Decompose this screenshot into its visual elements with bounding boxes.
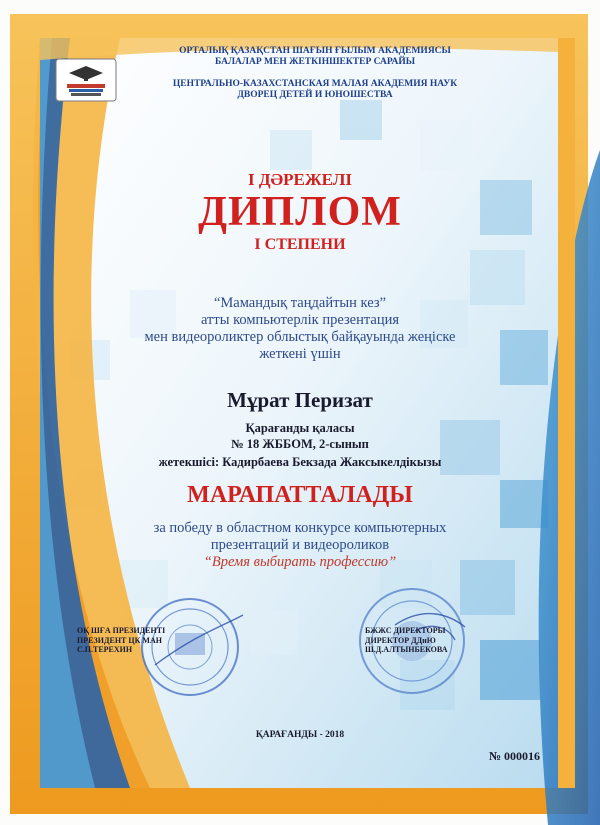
right-signature-block (365, 626, 448, 655)
left-signature-block (77, 626, 165, 655)
right-signature-name: Ш.Д.АЛТЫНБЕКОВА (365, 645, 448, 654)
degree-kazakh: І ДӘРЕЖЕЛІ (247, 170, 353, 189)
recipient-name: Мұрат Перизат (227, 388, 373, 412)
ru-text-line-1: за победу в областном конкурсе компьютерных (153, 520, 447, 536)
right-signature-title-ru: ДИРЕКТОР ДДиЮ (365, 635, 436, 645)
left-signature-name: С.П.ТЕРЕХИН (77, 645, 133, 654)
kz-text-line-2: атты компьютерлік презентация (200, 312, 400, 328)
awarded-heading: МАРАПАТТАЛАДЫ (187, 482, 413, 508)
ru-text-line-2: презентаций и видеороликов (210, 537, 390, 553)
academy-logo (55, 58, 117, 102)
right-signature-title-kz: БЖЖС ДИРЕКТОРЫ (365, 626, 446, 635)
recipient-supervisor: жетекшісі: Кадирбаева Бекзада Жаксыкелдікызы (158, 455, 442, 469)
kz-text-line-3: мен видеороликтер облыстық байқауында жеңіске (144, 329, 456, 345)
header-line-4: ДВОРЕЦ ДЕТЕЙ И ЮНОШЕСТВА (237, 90, 393, 100)
header-line-3: ЦЕНТРАЛЬНО-КАЗАХСТАНСКАЯ МАЛАЯ АКАДЕМИЯ НАУК (172, 79, 458, 89)
ru-text-line-3: “Время выбирать профессию” (203, 554, 397, 570)
left-signature-title-ru: ПРЕЗИДЕНТ ЦК МАН (77, 635, 162, 645)
header-line-1: ОРТАЛЫҚ ҚАЗАҚСТАН ШАҒЫН ҒЫЛЫМ АКАДЕМИЯСЫ (179, 46, 451, 56)
header-line-2: БАЛАЛАР МЕН ЖЕТКІНШЕКТЕР САРАЙЫ (214, 57, 416, 67)
kz-text-line-4: жеткені үшін (259, 346, 341, 362)
recipient-city: Қарағанды қаласы (245, 421, 355, 435)
degree-russian: І СТЕПЕНИ (254, 236, 346, 253)
left-signature-title-kz: ОҚ ШҒА ПРЕЗИДЕНТІ (77, 626, 166, 635)
place-year: ҚАРАҒАНДЫ - 2018 (255, 730, 345, 740)
diploma-number: № 000016 (488, 749, 540, 763)
recipient-school: № 18 ЖББОМ, 2-сынып (231, 437, 369, 451)
kz-text-line-1: “Мамандық таңдайтын кез” (213, 295, 387, 311)
diploma-title: ДИПЛОМ (198, 189, 402, 235)
